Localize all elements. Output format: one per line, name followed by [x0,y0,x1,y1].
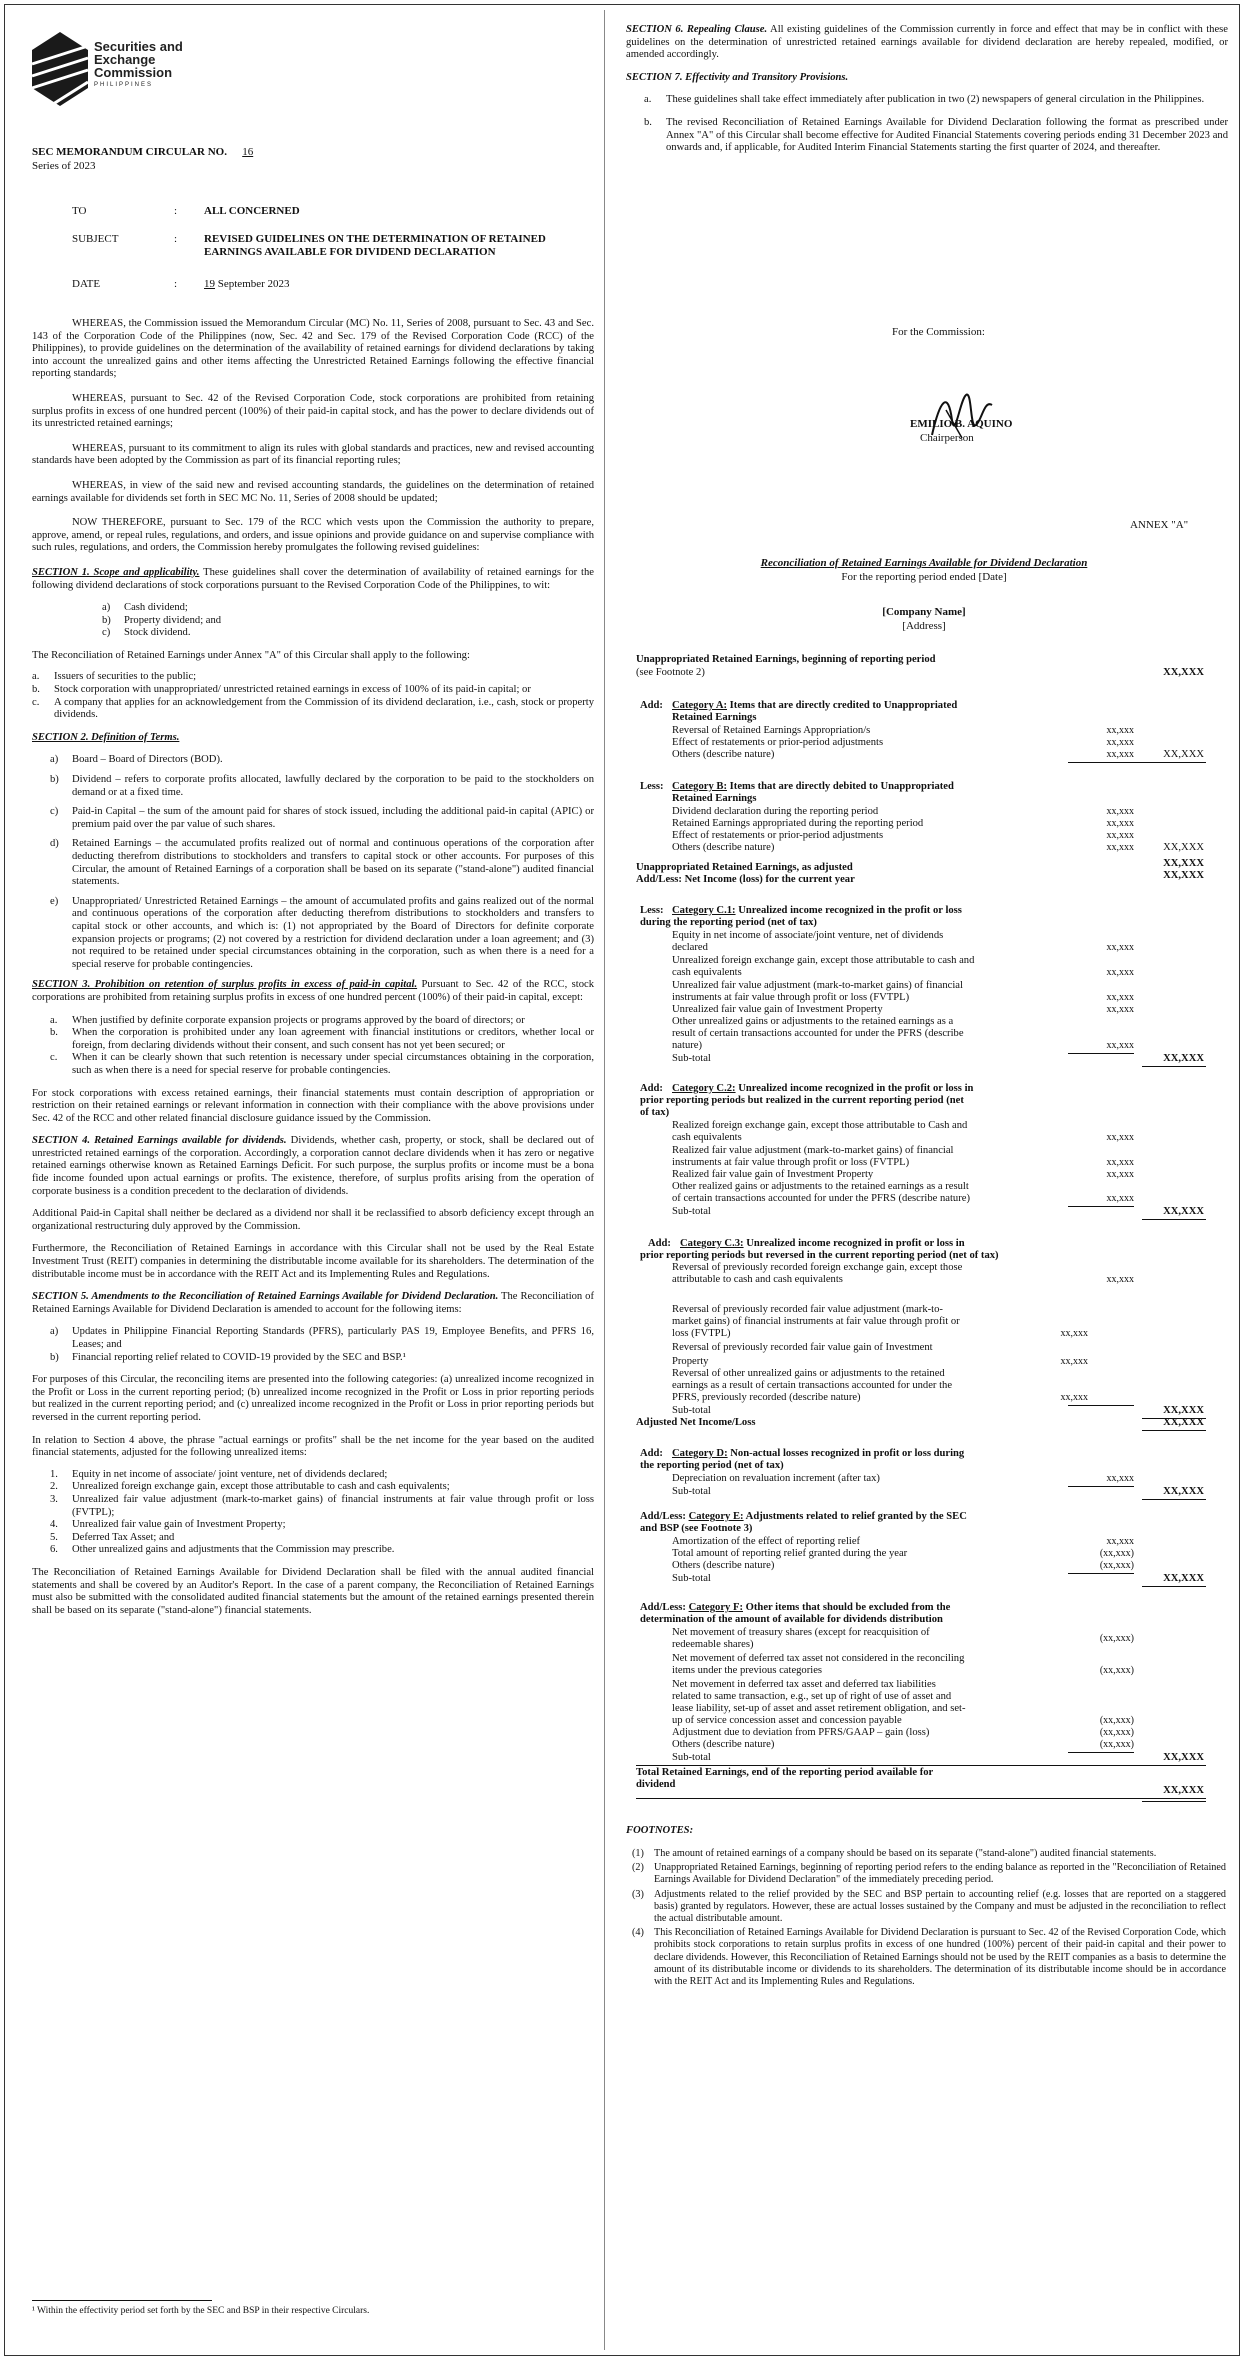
list-item: e) Unappropriated/ Unrestricted Retained Earnings – the amount of accumulated profits and gains realized out of the normal and continuous operations of the corporation after deducting therefrom distributions to stockholders and transfers to capital stock or other accounts, and which is: (1) not appropriated by the Board of Directors for definite corporate expansion projects or programs; (2) not covered by a restriction for dividend declaration under a loan agreement; and (3) not required to be retained under special circumstances obtaining in the corporation, such as when there is a need for a special reserve for probable contingencies. [50,895,594,970]
annex-footnotes [626,1825,1226,1990]
section-4-body: Dividends, whether cash, property, or stock, shall be declared out of unrestricted retained earnings of the corporation. Accordingly, a corporation cannot declare dividends when it has zero or negative retained earnings otherwise known as Retained Earnings Deficit. For such purpose, the surplus profits or income must be a bona fide income founded upon actual earnings or profits. The existence, therefore, of surplus profits arising from the operation of corporate business is a condition precedent to the declaration of dividends. [32,1135,594,1197]
list-item: b. The revised Reconciliation of Retained Earnings Available for Dividend Declaration following the format as prescribed under Annex "A" of this Circular shall become effective for Audited Financial Statements covering periods ending 31 December 2023 and onwards and, if applicable, for Audited Interim Financial Statements starting the first quarter of 2024, and thereafter. [644,116,1228,154]
list-item: c. When it can be clearly shown that such retention is necessary under special circumstances obtaining in the corporation, such as when there is a need for special reserve for probable contingencies. [50,1052,594,1076]
list-item: c) Paid-in Capital – the sum of the amount paid for shares of stock issued, including the additional paid-in capital (APIC) or premium paid over the par value of such shares. [50,806,594,830]
section-5-p4: The Reconciliation of Retained Earnings Available for Dividend Declaration shall be filed with the annual audited financial statements and shall be covered by an Auditor's Report. In the case of a parent company, the Reconciliation of Retained Earnings must also be submitted with the consolidated audited financial statements but the amount of the retained earnings presented therein shall be based on its separate ("stand-alone") financial statements. [32,1566,594,1616]
date-value [204,278,290,290]
footnotes-list [632,1848,1226,1988]
category-c2-heading: Category C.2: Unrealized income recognized in the profit or loss in [672,1083,974,1094]
total-retained-earnings: Total Retained Earnings, end of the reporting period available for [636,1767,934,1778]
recon-beginning: Unappropriated Retained Earnings, beginning of reporting period [636,654,936,665]
list-item: (1) The amount of retained earnings of a company should be based on its separate ("stand-alone") audited financial statements. [632,1848,1157,1859]
list-item: a. These guidelines shall take effect immediately after publication in two (2) newspapers of general circulation in the Philippines. [644,94,1205,106]
org-line4: PHILIPPINES [94,82,154,88]
section-6 [626,24,1228,62]
category-f-heading: Add/Less: Category F: Other items that should be excluded from the [640,1602,951,1613]
list-item: 1. Equity in net income of associate/ joint venture, net of dividends declared; [50,1468,388,1480]
effectivity-list [644,94,1228,154]
table-row: Others (describe nature) [672,749,775,760]
list-item: d) Retained Earnings – the accumulated profits realized out of normal and continuous operations of the corporation after deducting therefrom distributions to stockholders and transfers to capital stock or other accounts. For purposes of this Circular, the amount of Retained Earnings of a corporation shall be based on its separate ("stand-alone") audited financial statements. [50,838,594,888]
company-name: [Company Name] [882,606,966,618]
date-rest: September 2023 [215,278,290,290]
section-1-p2: The Reconciliation of Retained Earnings under Annex "A" of this Circular shall apply to the following: [32,649,470,661]
section-1-title: SECTION 1. Scope and applicability. [32,566,200,578]
recon-subtitle: For the reporting period ended [Date] [841,571,1007,583]
section-5-body: The Reconciliation of Retained Earnings Available for Dividend Declaration is amended to account for the following items: [32,1291,594,1315]
whereas-1: WHEREAS, the Commission issued the Memorandum Circular (MC) No. 11, Series of 2008, pursuant to Sec. 43 and Sec. 143 of the Corporation Code of the Philippines (now, Sec. 42 and Sec. 179 of the Revised Corporation Code (RCC) of the Philippines), to provide guidelines on the determination of the availability of retained earnings for dividend declarations by taking into account the unrealized gains and other items affecting the Unrestricted Retained Earnings following the effective financial reporting standards; [32,318,594,380]
footnote-rule [32,2300,212,2301]
whereas-4: WHEREAS, in view of the said new and revised accounting standards, the guidelines on the determination of retained earnings available for dividends set forth in SEC MC No. 11, Series of 2008 should be updated; [32,479,594,504]
recon-title: Reconciliation of Retained Earnings Available for Dividend Declaration [760,557,1088,569]
section-4-p3: Furthermore, the Reconciliation of Retained Earnings in accordance with this Circular shall not be used by the Real Estate Investment Trust (REIT) companies in determining the distributable income available for its shareholders. The determination of the distributable income must be in accordance with the REIT Act and its Implementing Rules and Regulations. [32,1243,594,1280]
right-top [626,24,1228,162]
column-divider [604,10,605,2350]
list-item: 3. Unrealized fair value adjustment (mark-to-market gains) of financial instruments at fair value through profit or loss (FVTPL); [50,1493,594,1518]
org-line3: Commission [94,65,173,80]
whereas-2: WHEREAS, pursuant to Sec. 42 of the Revised Corporation Code, stock corporations are prohibited from retaining surplus profits in excess of one hundred percent (100%) of their paid-in capital stock, and has the power to declare dividends out of its unrestricted retained earnings; [32,392,594,430]
org-line2: Exchange [94,52,156,67]
recon-table: Unappropriated Retained Earnings, beginning of reporting period (see Footnote 2) XX,XXX Add: Category A: Items that are directly credited to Unappropriated Retained Earnings Reversal of Retained Earnings Appropriation/s xx,xxx Effect of restatements or prior-period adjustments xx,xxx Others (describe nature) xx,xxx XX,XXX Less: Category B: Items that are directly debited to Unappropriated Retained Earnings Dividend declaration during the reporting period xx,xxx Retained Earnings appropriated during the reporting period xx,xxx Effect of restatements or prior-period adjustments xx,xxx Others (describe nature) xx,xxx XX,XXX Unappropriated Retained Earnings, as adjusted XX,XXX Add/Less: Net Income (loss) for the current year XX,XXX Less: Category C.1: Unrealized income recognized in the profit or loss during the reporting period (net of tax) Equity in net income of associate/joint venture, net of dividends declared xx,xxx Unrealized foreign exchange gain, except those attributable to cash and cash equivalents xx,xxx Unrealized fair value adjustment (mark-to-market gains) of financial instruments at fair value through profit or loss (FVTPL) xx,xxx Unrealized fair value gain of Investment Property xx,xxx Other unrealized gains or adjustments to the retained earnings as a result of certain transactions accounted for under the PFRS (describe nature) xx,xxx Sub-total XX,XXX Add: Category C.2: Unrealized income recognized in the profit or loss in prior reporting periods but realized in the current reporting period (net of tax) Realized foreign exchange gain, except those attributable to Cash and cash equivalents xx,xxx Realized fair value adjustment (mark-to-market gains) of financial instruments at fair value through profit or loss (FVTPL) xx,xxx Realized fair value gain of Investment Property xx,xxx Other realized gains or adjustments to the retained earnings as a result of certain transactions accounted for under the PFRS (describe nature) xx,xxx Sub-total XX,XXX Add: Category C.3: Unrealized income recognized in profit or loss in prior reporting periods but reversed in the current reporting period (net of tax) Reversal of previously recorded foreign exchange gain, except those attributable to cash and cash equivalents xx,xxx Reversal of previously recorded fair value adjustment (mark-to- market gains) of financial instruments at fair value through profit or loss (FVTPL) xx,xxx Reversal of previously recorded fair value gain of Investment Property xx,xxx Reversal of other unrealized gains or adjustments to the retained earnings as a result of certain transactions accounted for under the PFRS, previously recorded (describe nature) xx,xxx Sub-total XX,XXX Adjusted Net Income/Loss XX,XXX Add: Category D: Non-actual losses recognized in profit or loss during the reporting period (net of tax) Depreciation on revaluation increment (after tax) xx,xxx Sub-total XX,XXX Add/Less: Category E: Adjustments related to relief granted by the SEC and BSP (see Footnote 3) Amortization of the effect of reporting relief xx,xxx Total amount of reporting relief granted during the year (xx,xxx) Others (describe nature) (xx,xxx) Sub-total XX,XXX Add/Less: Category F: Other items that should be excluded from the determination of the amount of available for dividends distribution Net movement of treasury shares (except for reacquisition of redeemable shares) (xx,xxx) Net movement of deferred tax asset not considered in the reconciling items under the previous categories (xx,xxx) Net movement in deferred tax asset and deferred tax liabilities related to same transaction, e.g., set up of right of use of asset and lease liability, set-up of asset and asset retirement obligation, and set- up of service concession asset and concession payable (xx,xxx) Adjustment due to deviation from PFRS/GAAP – gain (loss) (xx,xxx) Others (describe nature) (xx,xxx) Sub-total XX,XXX Total Retained Earnings, end of the reporting period available for dividend XX,XXX [636,650,1216,2070]
colon: : [174,233,178,245]
circular-label: SEC MEMORANDUM CIRCULAR NO. [32,146,227,158]
colon: : [174,278,178,290]
exceptions-list [50,1015,594,1078]
section-1-body: These guidelines shall cover the determination of availability of retained earnings for the following dividend declarations of stock corporations pursuant to the Revised Corporation Code of the Philippines, to wit: [32,566,594,591]
section-3-title: SECTION 3. Prohibition on retention of surplus profits in excess of paid-in capital. [32,979,418,991]
table-row: Retained Earnings appropriated during the reporting period [672,818,924,829]
category-b-heading: Category B: Items that are directly debited to Unappropriated [672,781,954,792]
section-4-title: SECTION 4. Retained Earnings available for dividends. [32,1135,287,1147]
list-item: c. A company that applies for an acknowledgement from the Commission of its dividend declaration, i.e., cash, stock or property dividends. [32,696,594,721]
recon-net-income: Add/Less: Net Income (loss) for the current year [636,874,855,885]
recon-beginning-note: (see Footnote 2) [636,667,705,678]
category-e-heading: Add/Less: Category E: Adjustments related to relief granted by the SEC [640,1511,967,1522]
definitions-list [50,754,594,971]
list-item: a. Issuers of securities to the public; [32,671,197,683]
amendments-list [50,1326,594,1364]
category-c3-heading: Category C.3: Unrealized income recognized in profit or loss in [680,1238,965,1249]
list-item: 5. Deferred Tax Asset; and [50,1531,175,1543]
table-row: Reversal of Retained Earnings Appropriation/s [672,725,871,736]
recon-adjusted: Unappropriated Retained Earnings, as adjusted [636,862,853,873]
date-label: DATE [72,278,101,290]
category-d-heading: Category D: Non-actual losses recognized in profit or loss during [672,1448,965,1459]
section-5-p2: For purposes of this Circular, the reconciling items are presented into the following categories: (a) unrealized income recognized in the Profit or Loss in the current reporting period; (b) unrealized income recognized in the Profit or Loss in prior reporting periods but realized in the current reporting period; and (c) unrealized income recognized in the Profit or Loss in prior reporting periods but reversed in the current reporting period. [32,1374,594,1423]
section-5-p3: In relation to Section 4 above, the phrase "actual earnings or profits" shall be the net income for the year based on the audited financial statements, adjusted for the following unrealized items: [32,1434,594,1459]
section-2-title: SECTION 2. Definition of Terms. [32,731,180,743]
dividend-types-list [102,602,594,640]
adjusted-net-income: Adjusted Net Income/Loss [636,1417,756,1428]
to-value: ALL CONCERNED [204,205,300,217]
section-5 [32,1291,594,1316]
left-body [32,318,594,1617]
table-row: Effect of restatements or prior-period adjustments [672,830,884,841]
sec-logo-text [94,40,183,92]
list-item: c) Stock dividend. [102,627,191,639]
list-item: a. When justified by definite corporate expansion projects or programs approved by the board of directors; or [50,1014,525,1026]
list-item: b) Financial reporting relief related to COVID-19 provided by the SEC and BSP.¹ [50,1351,406,1363]
footnotes-title: FOOTNOTES: [626,1825,694,1836]
section-1 [32,567,594,592]
subtotal-label: Sub-total [672,1053,711,1064]
list-item: a) Cash dividend; [102,602,188,614]
section-6-body: All existing guidelines of the Commission currently in force and effect that may be in conflict with these guidelines on the determination of unrestricted retained earnings available for dividend declaration are hereby repealed, modified, or amended accordingly. [626,24,1229,61]
applicability-list [32,671,594,721]
list-item: 2. Unrealized foreign exchange gain, except those attributable to cash and cash equivalents; [50,1481,450,1493]
list-item: (2) Unappropriated Retained Earnings, beginning of reporting period refers to the ending balance as reported in the "Reconciliation of Retained Earnings Available for Dividend Declaration" of the immediately preceding period. [632,1862,1226,1886]
sec-logo-mark-icon [30,30,90,110]
subject-label: SUBJECT [72,233,119,245]
footnote-1: ¹ Within the effectivity period set forth by the SEC and BSP in their respective Circulars. [32,2306,370,2316]
series: Series of 2023 [32,160,96,172]
list-item: b. When the corporation is prohibited under any loan agreement with financial institutions or creditors, whether local or foreign, from declaring dividends without their consent, and such consent has not yet been secured; or [50,1027,594,1051]
signatory-name: EMILIO B. AQUINO [910,418,1013,430]
section-3-p2: For stock corporations with excess retained earnings, their financial statements must contain description of appropriation or restriction on their retained earnings or relevant information in connection with their compliance with the above provisions under Sec. 42 of the RCC and other related financial disclosure guidance issued by the Commission. [32,1087,594,1124]
section-3-body: Pursuant to Sec. 42 of the RCC, stock corporations are prohibited from retaining surplus profits in excess of one hundred percent (100%) of their paid-in capital, except: [32,979,594,1003]
category-a-heading: Category A: Items that are directly credited to Unappropriated [672,700,958,711]
list-item: a) Updates in Philippine Financial Reporting Standards (PFRS), particularly PAS 19, Employee Benefits, and PFRS 16, Leases; and [50,1326,594,1350]
colon: : [174,205,178,217]
subject-value: REVISED GUIDELINES ON THE DETERMINATION OF RETAINED EARNINGS AVAILABLE FOR DIVIDEND DECLARATION [204,233,546,258]
company-address: [Address] [902,620,946,632]
signatory-title: Chairperson [920,432,974,444]
list-item: a) Board – Board of Directors (BOD). [50,754,223,766]
sec-logo [30,30,220,110]
table-row: Effect of restatements or prior-period adjustments [672,737,884,748]
circular-no: 16 [242,146,254,158]
list-item: b) Property dividend; and [102,614,222,626]
list-item: b) Dividend – refers to corporate profits allocated, lawfully declared by the corporation to be paid to the stockholders on demand or at a fixed time. [50,774,594,798]
section-7-title: SECTION 7. Effectivity and Transitory Provisions. [626,71,849,83]
table-row: Others (describe nature) [672,842,775,853]
for-commission: For the Commission: [892,326,985,338]
whereas-3: WHEREAS, pursuant to its commitment to align its rules with global standards and practices, new and revised accounting standards have been adopted by the Commission as part of its financial reporting rules; [32,442,594,467]
list-item: (3) Adjustments related to the relief provided by the SEC and BSP pertain to accounting relief (e.g. losses that are reported on a staggered basis) granted by regulators. However, these are actual losses sustained by the Company and must be adjusted in the reconciliation to reflect the actual distributable amount. [632,1888,1226,1925]
unrealized-items-list [50,1469,594,1557]
list-item: (4) This Reconciliation of Retained Earnings Available for Dividend Declaration is pursuant to Sec. 42 of the Revised Corporation Code, which prohibits stock corporations to retain surplus profits in excess of one hundred (100%) percent of their paid-in capital and their power to declare dividends. However, this Reconciliation of Retained Earnings should not be used by the REIT companies as a basis to determine the amount of its distributable income or dividends to its shareholders. The determination of its distributable income should be in accordance with the REIT Act and its Implementing Rules and Regulations. [632,1927,1226,1988]
amount-total: XX,XXX [1163,667,1204,678]
section-4 [32,1135,594,1198]
annex-label: ANNEX "A" [1130,519,1189,531]
section-6-title: SECTION 6. Repealing Clause. [626,24,768,35]
list-item: 6. Other unrealized gains and adjustments that the Commission may prescribe. [50,1544,395,1556]
category-c1-heading: Category C.1: Unrealized income recognized in the profit or loss [672,905,962,916]
circular-number [32,146,266,158]
org-line1: Securities and [94,39,183,54]
list-item: b. Stock corporation with unappropriated/ unrestricted retained earnings in excess of 100% of its paid-in capital; or [32,684,531,696]
date-day: 19 [204,278,215,290]
section-5-title: SECTION 5. Amendments to the Reconciliation of Retained Earnings Available for Dividend Declaration. [32,1291,499,1303]
section-4-p2: Additional Paid-in Capital shall neither be declared as a dividend nor shall it be reclassified to absorb deficiency except through an organizational restructuring duly approved by the Commission. [32,1208,594,1232]
now-therefore: NOW THEREFORE, pursuant to Sec. 179 of the RCC which vests upon the Commission the authority to prepare, approve, amend, or repeal rules, regulations, and orders, and issue opinions and provide guidance on and supervise compliance with such rules, regulations, and orders, the Commission hereby promulgates the following revised guidelines: [32,517,594,554]
table-row: Dividend declaration during the reporting period [672,806,879,817]
to-label: TO [72,205,87,217]
section-3 [32,979,594,1004]
list-item: 4. Unrealized fair value gain of Investment Property; [50,1519,286,1531]
